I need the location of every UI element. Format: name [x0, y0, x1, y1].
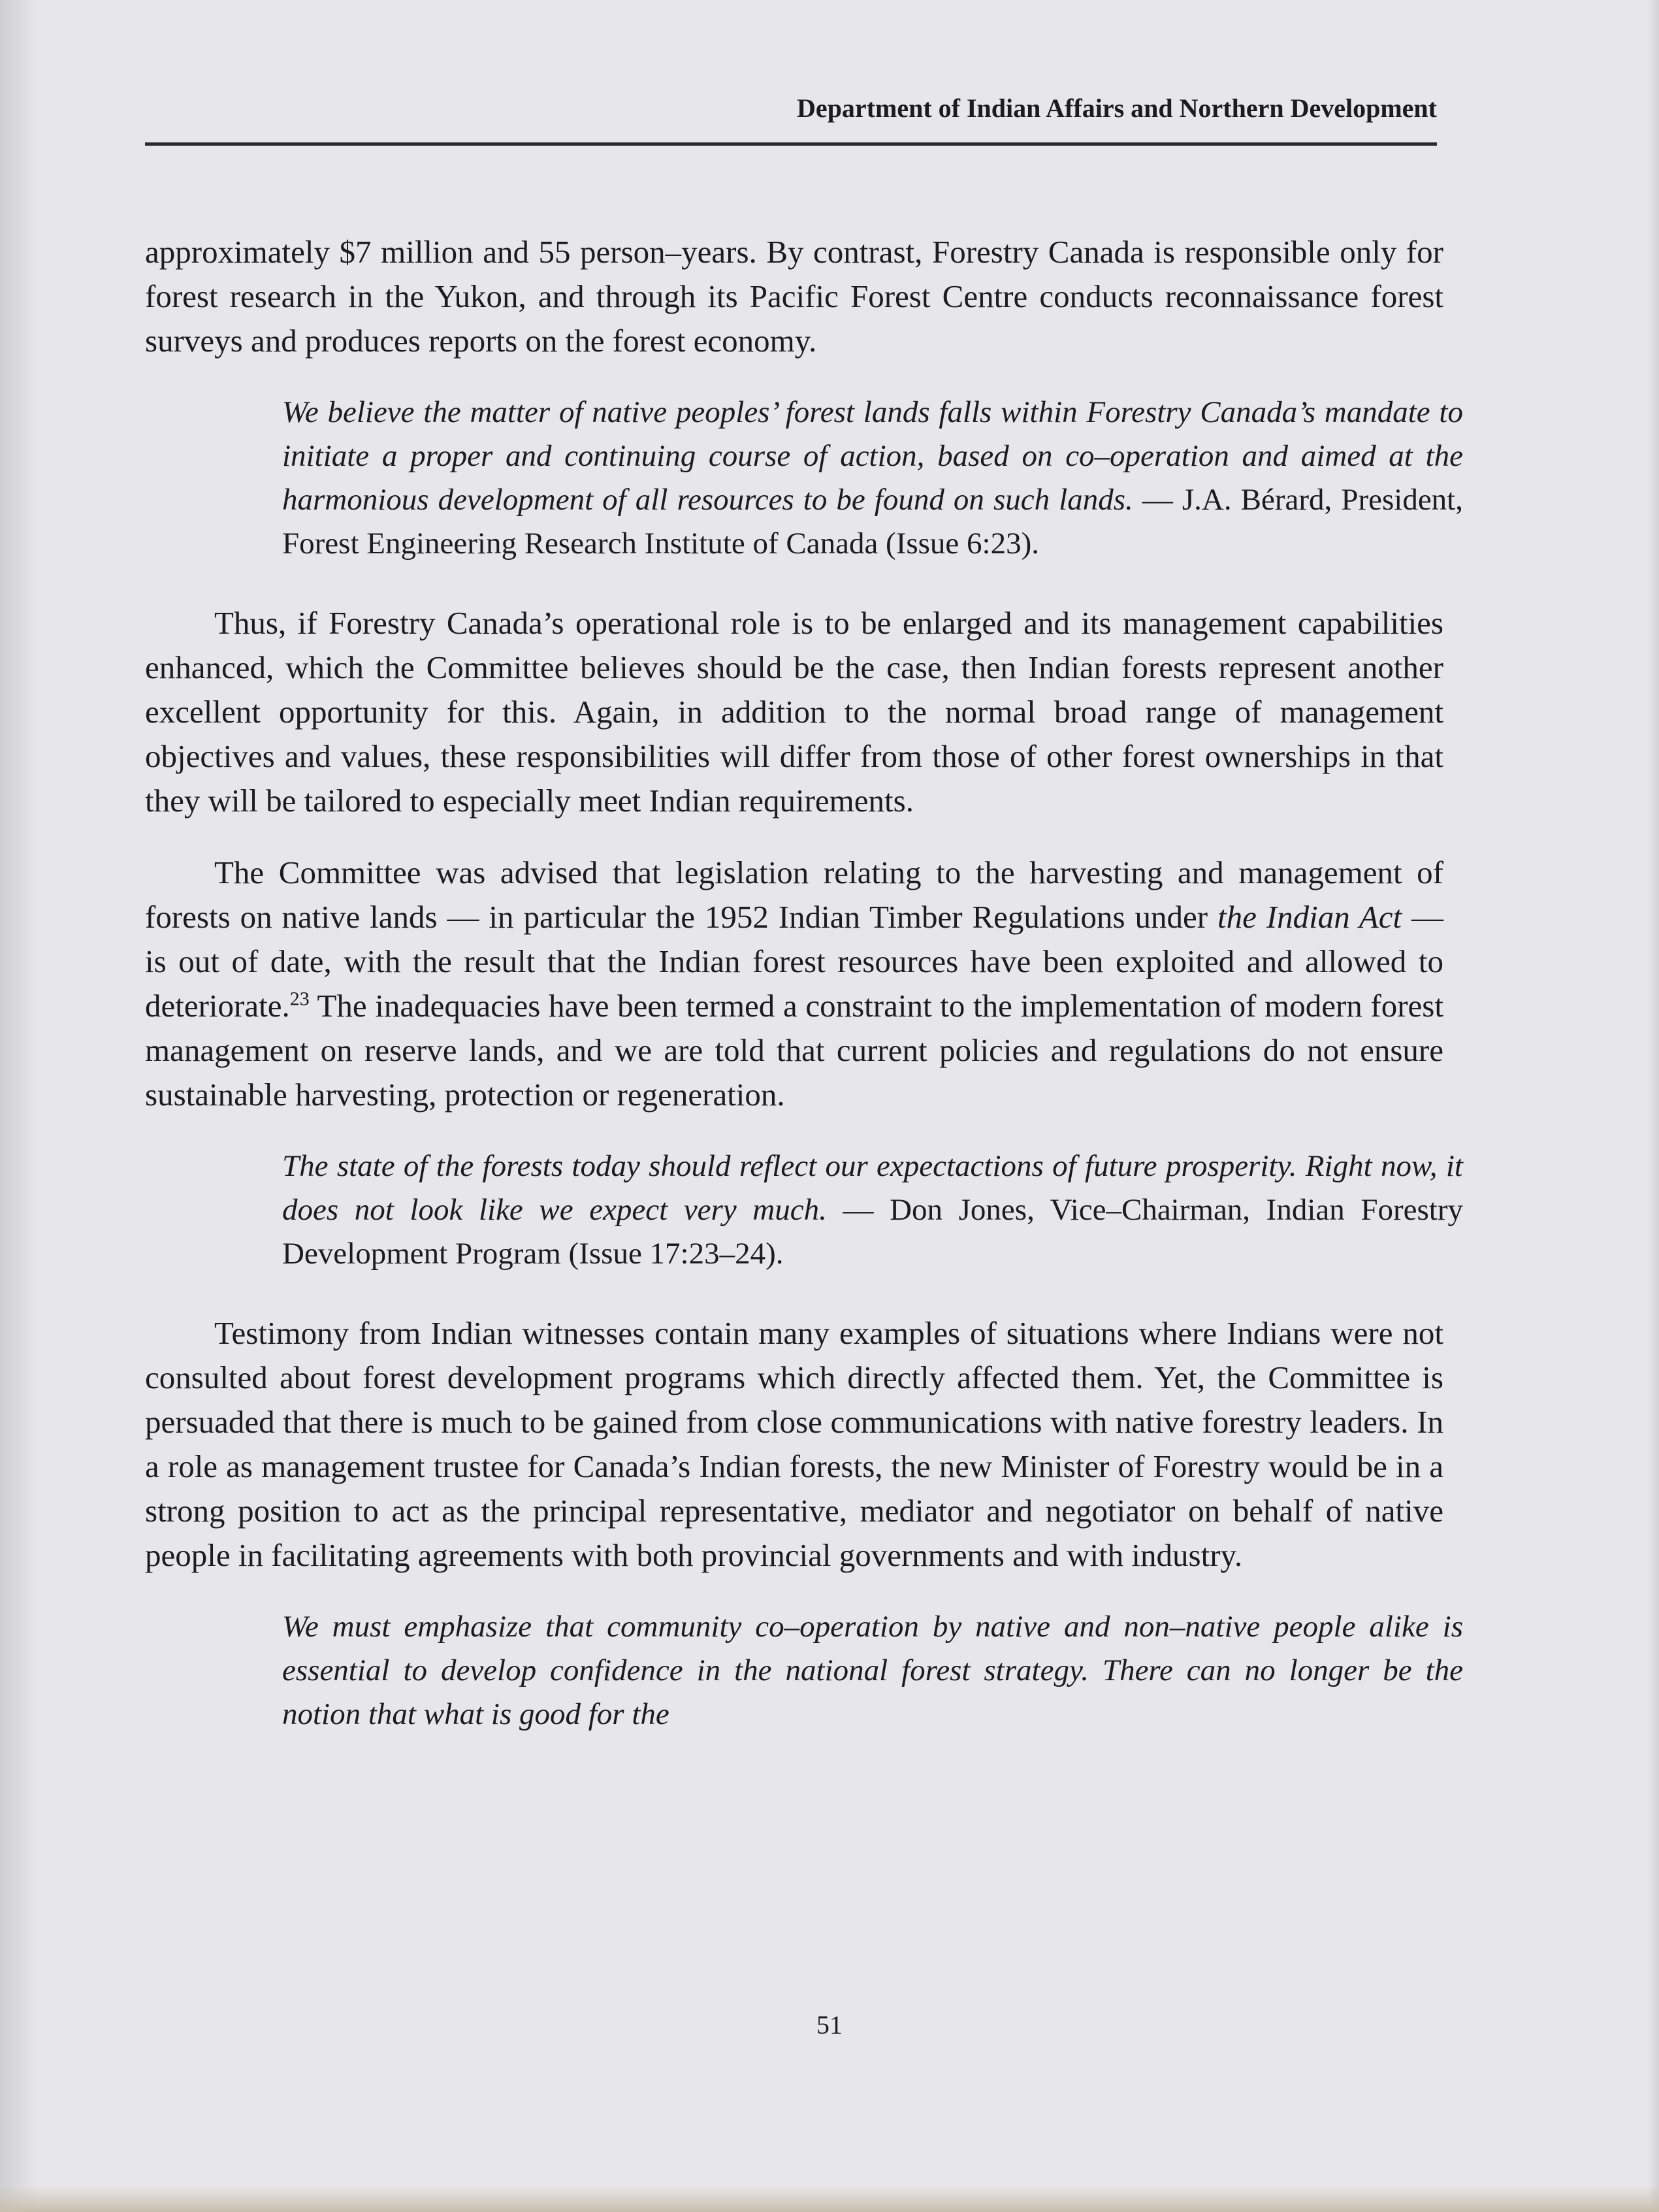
quote-jones — [282, 1145, 1463, 1276]
quote-community — [282, 1605, 1463, 1736]
act-title: the Indian Act — [1217, 899, 1402, 935]
paragraph-3-part-a: The Committee was advised that legislation relating to the harvesting and management of forests on native lands — in particular the 1952 Indian Timber Regulations under — [145, 854, 1443, 935]
paragraph-3-part-b: — is out of date, with the result that the Indian forest resources have been exploited and allowed to deteriorate. — [145, 899, 1444, 1024]
quote-text: We must emphasize that community co–operation by native and non–native people alike is essential to develop confidence in the national forest strategy. There can no longer be the notion that what is good for the — [282, 1610, 1463, 1731]
page-edge-bottom — [0, 2186, 1659, 2212]
quote-berard — [282, 391, 1463, 566]
footnote-ref: 23 — [289, 988, 310, 1010]
running-header: Department of Indian Affairs and Northern Development — [797, 93, 1437, 123]
quote-attribution: — J.A. Bérard, President, Forest Engineering Research Institute of Canada (Issue 6:23). — [282, 483, 1463, 561]
quote-text: We believe the matter of native peoples’ forest lands falls within Forestry Canada’s mandate to initiate a proper and continuing course of action, based on co–operation and aimed at the harmonious development of all resources to be found on such lands. — [282, 395, 1463, 517]
page-shadow — [0, 0, 39, 2212]
quote-text: The state of the forests today should reflect our expectactions of future prosperity. Right now, it does not look like we expect very much. — [282, 1149, 1463, 1227]
paragraph-1: approximately $7 million and 55 person–years. By contrast, Forestry Canada is responsible only for forest research in the Yukon, and through its Pacific Forest Centre conducts reconnaissance forest surveys and produces reports on the forest economy. — [145, 234, 1443, 359]
header-rule — [145, 142, 1437, 146]
page-number: 51 — [816, 2010, 843, 2040]
paragraph-2: Thus, if Forestry Canada’s operational role is to be enlarged and its management capabilities enhanced, which the Committee believes should be the case, then Indian forests represent another excellent opportunity for this. Again, in addition to the normal broad range of management objectives and values, these responsibilities will differ from those of other forest ownerships in that they will be tailored to especially meet Indian requirements. — [145, 605, 1443, 819]
body-text — [145, 230, 1463, 1772]
paragraph-3-part-c: The inadequacies have been termed a constraint to the implementation of modern forest management on reserve lands, and we are told that current policies and regulations do not ensure sustainable harvesting, protection or regeneration. — [145, 988, 1443, 1113]
page-edge — [1647, 0, 1659, 2212]
paragraph-3 — [145, 851, 1443, 1117]
paragraph-4: Testimony from Indian witnesses contain many examples of situations where Indians were not consulted about forest development programs which directly affected them. Yet, the Committee is persuaded that there is much to be gained from close communications with native forestry leaders. In a role as management trustee for Canada’s Indian forests, the new Minister of Forestry would be in a strong position to act as the principal representative, mediator and negotiator on behalf of native people in facilitating agreements with both provincial governments and with industry. — [145, 1315, 1443, 1573]
quote-attribution: — Don Jones, Vice–Chairman, Indian Forestry Development Program (Issue 17:23–24). — [282, 1193, 1463, 1271]
